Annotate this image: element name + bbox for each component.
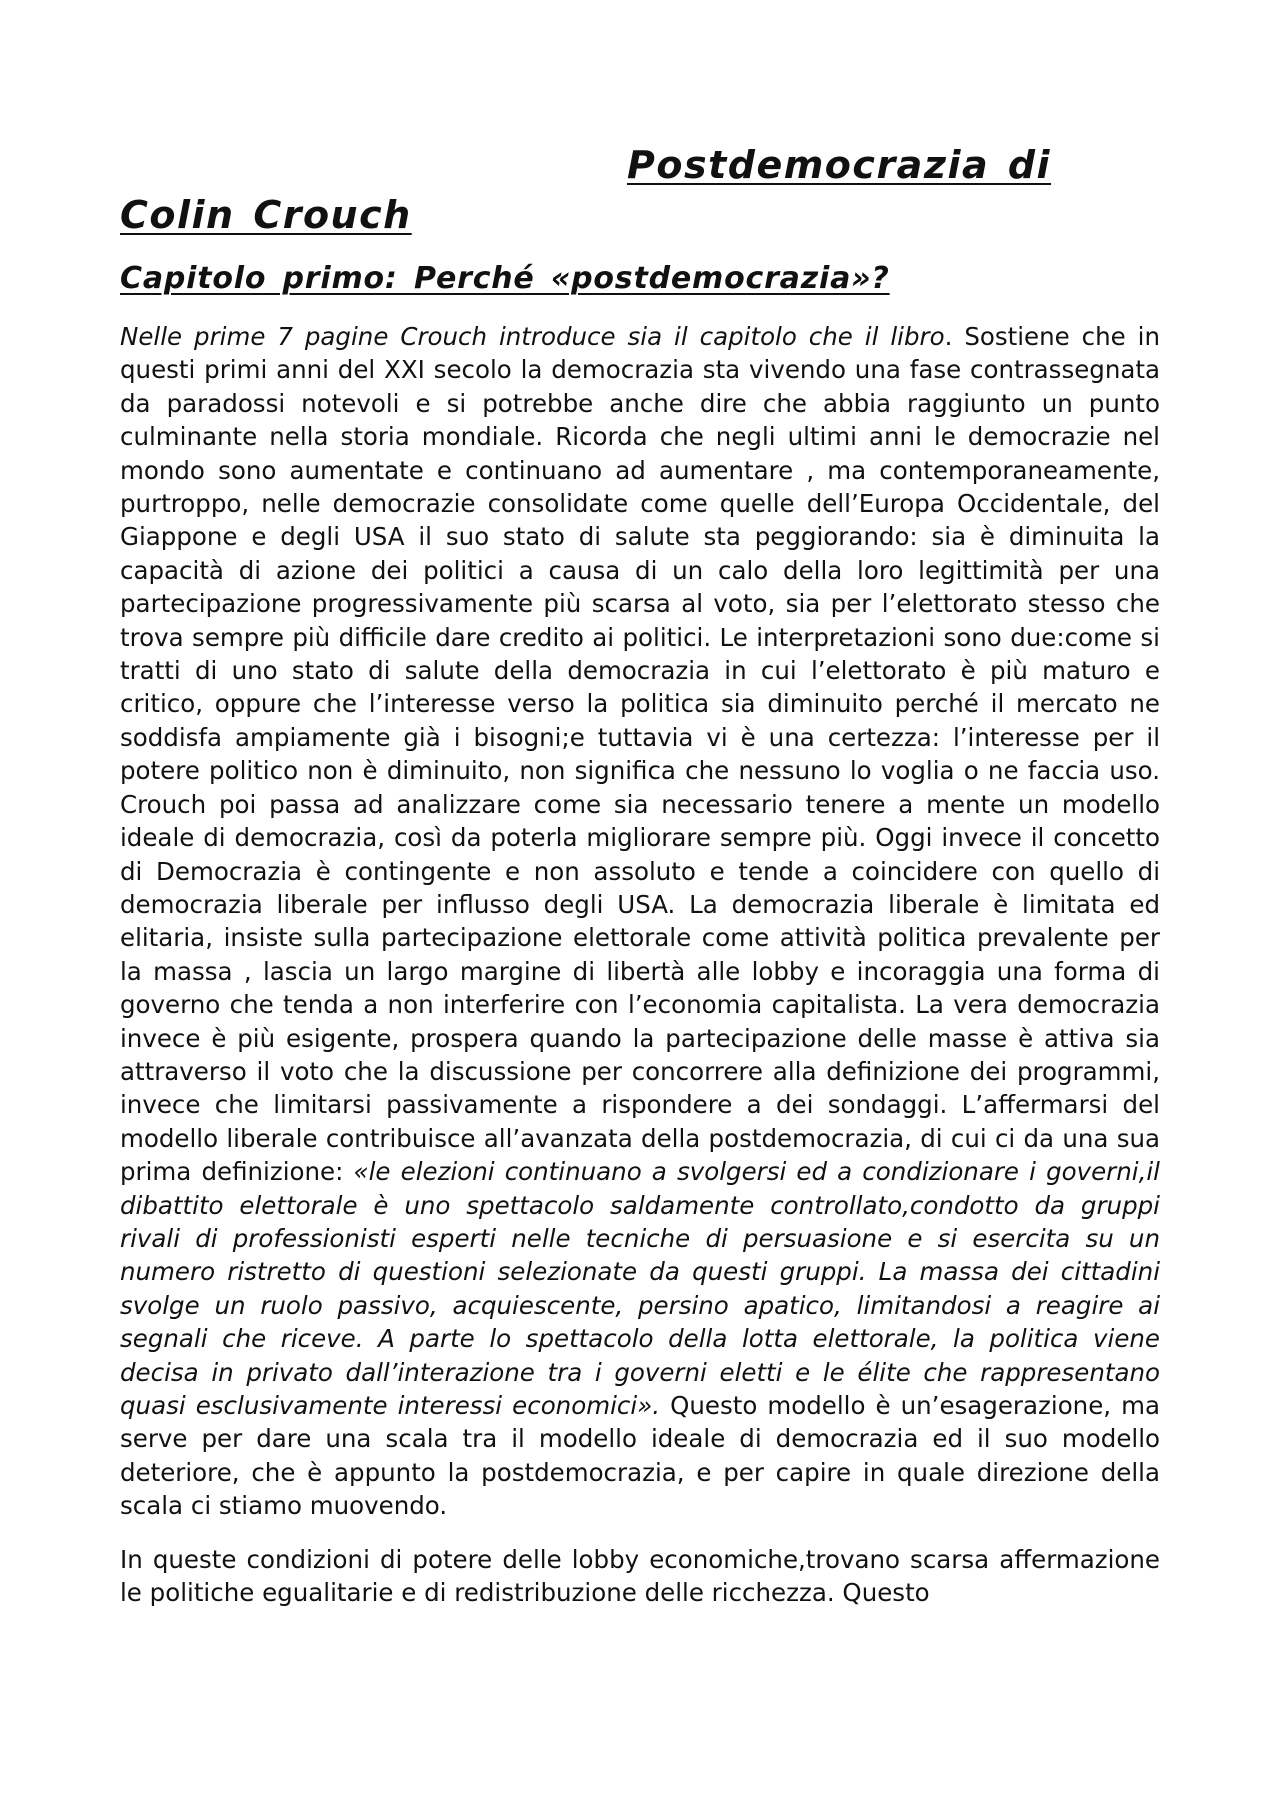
chapter-heading: Capitolo primo: Perché «postdemocrazia»? bbox=[120, 261, 890, 296]
postdemocracy-definition-quote: «le elezioni continuano a svolgersi ed a condizionare i governi,il dibattito elettorale è uno spettacolo saldamente controllato,condotto da gruppi rivali di professionisti esperti nelle tecniche di persuasione e si esercita su un numero ristretto di questioni selezionate da questi gruppi. La massa dei cittadini svolge un ruolo passivo, acquiescente, persino apatico, limitandosi a reagire ai segnali che riceve. A parte lo spettacolo della lotta elettorale, la politica viene decisa in privato dall’interazione tra i governi eletti e le élite che rappresentano quasi esclusivamente interessi economici». bbox=[120, 1157, 1160, 1420]
body-paragraph-1 bbox=[120, 320, 1160, 1523]
intro-italic-text: Nelle prime 7 pagine Crouch introduce sia il capitolo che il libro bbox=[120, 322, 945, 351]
document-page bbox=[120, 140, 1160, 1609]
body-paragraph-2: In queste condizioni di potere delle lobby economiche,trovano scarsa affermazione le politiche egualitarie e di redistribuzione delle ricchezza. Questo bbox=[120, 1544, 1160, 1608]
document-title: Postdemocrazia di Colin Crouch bbox=[120, 143, 1052, 237]
paragraph-1-body-text: . Sostiene che in questi primi anni del XXI secolo la democrazia sta vivendo una fase contrassegnata da paradossi notevoli e si potrebbe anche dire che abbia raggiunto un punto culminante nella storia mondiale. Ricorda che negli ultimi anni le democrazie nel mondo sono aumentate e continuano ad aumentare , ma contemporaneamente, purtroppo, nelle democrazie consolidate come quelle dell’Europa Occidentale, del Giappone e degli USA il suo stato di salute sta peggiorando: sia è diminuita la capacità di azione dei politici a causa di un calo della loro legittimità per una partecipazione progressivamente più scarsa al voto, sia per l’elettorato stesso che trova sempre più difficile dare credito ai politici. Le interpretazioni sono due:come si tratti di uno stato di salute della democrazia in cui l’elettorato è più maturo e critico, oppure che l’interesse verso la politica sia diminuito perché il mercato ne soddisfa ampiamente già i bisogni;e tuttavia vi è una certezza: l’interesse per il potere politico non è diminuito, non significa che nessuno lo voglia o ne faccia uso. Crouch poi passa ad analizzare come sia necessario tenere a mente un modello ideale di democrazia, così da poterla migliorare sempre più. Oggi invece il concetto di Democrazia è contingente e non assoluto e tende a coincidere con quello di democrazia liberale per influsso degli USA. La democrazia liberale è limitata ed elitaria, insiste sulla partecipazione elettorale come attività politica prevalente per la massa , lascia un largo margine di libertà alle lobby e incoraggia una forma di governo che tenda a non interferire con l’economia capitalista. La vera democrazia invece è più esigente, prospera quando la partecipazione delle masse è attiva sia attraverso il voto che la discussione per concorrere alla definizione dei programmi, invece che limitarsi passivamente a rispondere a dei sondaggi. L’affermarsi del modello liberale contribuisce all’avanzata della postdemocrazia, di cui ci da una sua prima definizione: bbox=[120, 322, 1161, 1187]
paragraph-1-closing-text: Questo modello è un’esagerazione, ma serve per dare una scala tra il modello ideale di democrazia ed il suo modello deteriore, che è appunto la postdemocrazia, e per capire in quale direzione della scala ci stiamo muovendo. bbox=[120, 1391, 1160, 1521]
